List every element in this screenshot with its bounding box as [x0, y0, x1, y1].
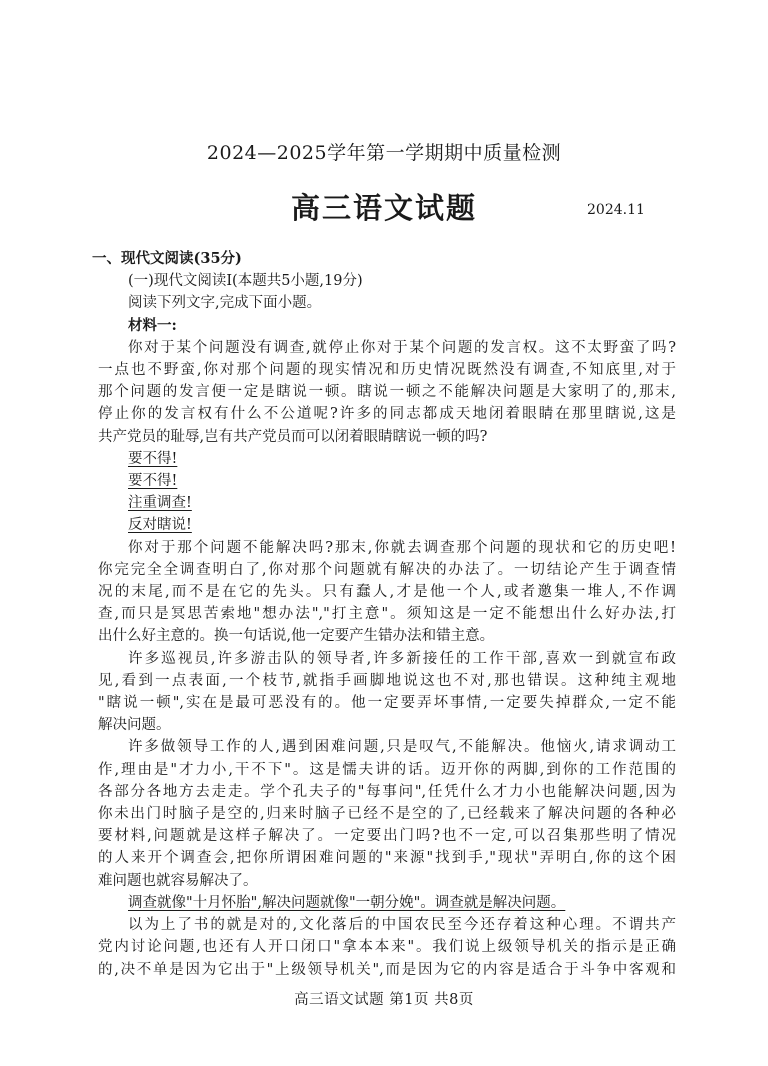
text-line: 共产党员的耻辱,岂有共产党员而可以闭着眼睛瞎说一顿的吗?	[98, 428, 488, 445]
text-line: 查,而只是冥思苦索地"想办法","打主意"。须知这是一定不能想出什么好办法,打	[98, 606, 676, 623]
slogan-item: 要不得!	[128, 450, 178, 467]
text-line: 你完完全全调查明白了,你对那个问题就有解决的办法了。一切结论产生于调查情	[98, 561, 676, 578]
paragraph-3	[98, 648, 676, 737]
slogan-item: 反对瞎说!	[128, 517, 192, 534]
section-subheading: (一)现代文阅读Ⅰ(本题共5小题,19分)	[128, 273, 363, 290]
slogan-list	[98, 448, 676, 537]
paragraph-1	[98, 337, 676, 448]
text-line: 的人来开个调查会,把你所谓困难问题的"来源"找到手,"现状"弄明白,你的这个困	[98, 850, 676, 867]
text-line: 许多做领导工作的人,遇到困难问题,只是叹气,不能解决。他恼火,请求调动工	[128, 739, 676, 756]
page-footer: 高三语文试题 第1页 共8页	[294, 992, 474, 1008]
text-line: 作,理由是"才力小,干不下"。这是懦夫讲的话。迈开你的两脚,到你的工作范围的	[98, 761, 676, 778]
text-line: 要材料,问题就是这样子解决了。一定要出门吗?也不一定,可以召集那些明了情况	[98, 828, 676, 845]
text-line: 党内讨论问题,也还有人开口闭口"拿本本来"。我们说上级领导机关的指示是正确	[98, 939, 676, 956]
text-line: 停止你的发言权有什么不公道呢?许多的同志都成天地闭着眼睛在那里瞎说,这是	[98, 406, 676, 423]
text-line: "瞎说一顿",实在是最可恶没有的。他一定要弄坏事情,一定要失掉群众,一定不能	[98, 695, 676, 712]
paragraph-2	[98, 537, 676, 648]
exam-date: 2024.11	[587, 202, 645, 218]
reading-content	[92, 248, 676, 981]
text-line: 各部分各地方去走走。学个孔夫子的"每事问",任凭什么才力小也能解决问题,因为	[98, 783, 676, 800]
text-line: 许多巡视员,许多游击队的领导者,许多新接任的工作干部,喜欢一到就宣布政	[128, 650, 676, 667]
text-line: 你对于某个问题没有调查,就停止你对于某个问题的发言权。这不太野蛮了吗?	[128, 339, 676, 356]
subject-title: 高三语文试题	[290, 191, 477, 225]
exam-header: 2024—2025学年第一学期期中质量检测	[206, 142, 562, 164]
text-line: 你对于那个问题不能解决吗?那末,你就去调查那个问题的现状和它的历史吧!	[128, 539, 676, 556]
instruction-text: 阅读下列文字,完成下面小题。	[128, 295, 322, 312]
text-line: 那个问题的发言便一定是瞎说一顿。瞎说一顿之不能解决问题是大家明了的,那末,	[98, 384, 676, 401]
text-line: 见,看到一点表面,一个枝节,就指手画脚地说这也不对,那也错误。这种纯主观地	[98, 672, 676, 689]
slogan-item: 注重调查!	[128, 495, 192, 512]
slogan-item: 要不得!	[128, 473, 178, 490]
text-line: 你未出门时脑子是空的,归来时脑子已经不是空的了,已经载来了解决问题的各种必	[98, 806, 676, 823]
text-line: 的,决不单是因为它出于"上级领导机关",而是因为它的内容是适合于斗争中客观和	[98, 961, 676, 978]
paragraph-5	[98, 892, 676, 914]
text-line: 调查就像"十月怀胎",解决问题就像"一朝分娩"。调查就是解决问题。	[128, 894, 566, 911]
material-label: 材料一:	[128, 316, 177, 334]
text-line: 解决问题。	[98, 717, 171, 734]
text-line: 难问题也就容易解决了。	[98, 872, 258, 889]
paragraph-4	[98, 736, 676, 891]
section-heading: 一、现代文阅读(35分)	[92, 250, 242, 267]
text-line: 以为上了书的就是对的,文化落后的中国农民至今还存着这种心理。不谓共产	[128, 917, 676, 934]
paragraph-6	[98, 914, 676, 981]
text-line: 一点也不野蛮,你对那个问题的现实情况和历史情况既然没有调查,不知底里,对于	[98, 362, 676, 379]
text-line: 出什么好主意的。换一句话说,他一定要产生错办法和错主意。	[98, 628, 495, 645]
text-line: 况的末尾,而不是在它的先头。只有蠢人,才是他一个人,或者邀集一堆人,不作调	[98, 584, 676, 601]
